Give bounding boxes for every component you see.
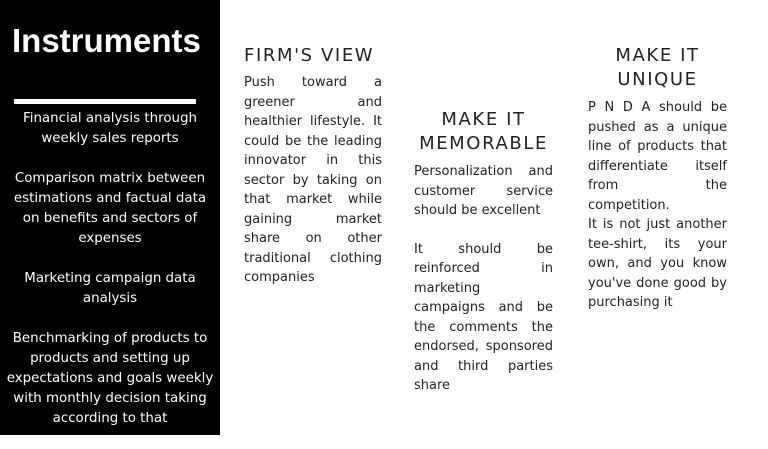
instrument-item-benchmarking: Benchmarking of products to products and setting up expectations and goals weekly with monthly decision taking according to that: [6, 331, 214, 426]
instruments-title: Instruments: [12, 22, 201, 59]
instrument-item-comparison-matrix: Comparison matrix between estimations and factual data on benefits and sectors of expenses: [13, 171, 207, 246]
instruments-list: [4, 109, 216, 449]
memorable-text-personalization: Personalization and customer service should be excellent: [414, 164, 553, 218]
firms-view-heading: FIRM'S VIEW: [244, 45, 375, 66]
instruments-panel: [0, 0, 220, 435]
unique-text-pnda: P N D A should be pushed as a unique line of products that differentiate itself from the competition.: [588, 100, 727, 213]
title-underline: [14, 99, 196, 104]
make-it-unique-column: [588, 44, 727, 313]
make-it-unique-heading: MAKE IT UNIQUE: [615, 45, 700, 90]
instrument-item-financial-analysis: Financial analysis through weekly sales reports: [23, 111, 197, 146]
memorable-text-reinforced: It should be reinforced in marketing campaigns and be the comments the endorsed, sponsored and third parties share: [414, 241, 553, 393]
firms-view-text: Push toward a greener and healthier lifestyle. It could be the leading innovator in this sector by taking on that market while gaining market share on other traditional clothing companies: [244, 75, 382, 285]
firms-view-column: [244, 44, 382, 288]
unique-text-tee-shirt: It is not just another tee-shirt, its your own, and you know you've done good by purchasing it: [588, 217, 727, 310]
instrument-item-marketing-analysis: Marketing campaign data analysis: [24, 271, 196, 306]
make-it-memorable-column: [414, 108, 553, 396]
make-it-memorable-heading: MAKE IT MEMORABLE: [419, 109, 548, 154]
